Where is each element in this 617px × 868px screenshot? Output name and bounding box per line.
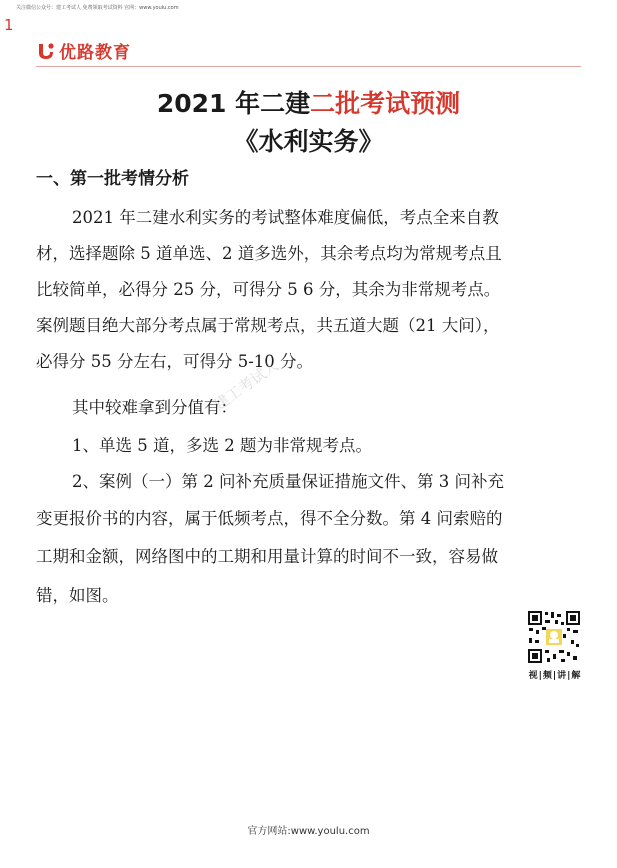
title-highlight: 二批考试预测 [310,89,461,118]
footer-website: 官方网站:www.youlu.com [247,826,370,837]
list-item-1: 1、单选 5 道，多选 2 题为非常规考点。 [72,436,372,455]
page-subtitle: 《水利实务》 [233,127,384,156]
top-notice-text: 关注微信公众号：建工考试人 免费领取考试资料 官网：www.youlu.com [16,5,179,11]
paragraph-line: 必得分 55 分左右，可得分 5-10 分。 [36,352,314,371]
paragraph-line: 案例题目绝大部分考点属于常规考点，共五道大题（21 大问）， [36,316,500,335]
page-title [0,84,617,120]
paragraph-line: 比较简单，必得分 25 分，可得分 5 6 分，其余为非常规考点。 [36,280,501,299]
list-item-2-line: 变更报价书的内容，属于低频考点，得不全分数。第 4 问索赔的 [36,509,503,528]
paragraph-line: 2021 年二建水利实务的考试整体难度偏低，考点全来自教 [72,208,499,227]
paragraph-line: 材，选择题除 5 道单选、2 道多选外，其余考点均为常规考点且 [36,244,502,263]
brand-name: 优路教育 [59,43,131,63]
section-heading: 一、第一批考情分析 [36,169,189,189]
qr-code-icon[interactable] [527,610,581,664]
title-prefix: 2021 年二建 [156,89,311,118]
list-item-2-line: 错，如图。 [36,586,119,605]
difficulty-intro: 其中较难拿到分值有： [72,398,237,417]
page-number: 1 [4,16,14,34]
youlu-logo-icon [36,41,56,61]
list-item-2-line: 工期和金额，网络图中的工期和用量计算的时间不一致，容易做 [36,547,498,566]
watermark: 建工考试人 [210,356,283,415]
brand-logo [36,38,131,63]
qr-caption: 视|频|讲|解 [528,671,582,681]
list-item-2-line: 2、案例（一）第 2 问补充质量保证措施文件、第 3 问补充 [72,472,504,491]
header-divider [36,66,581,67]
